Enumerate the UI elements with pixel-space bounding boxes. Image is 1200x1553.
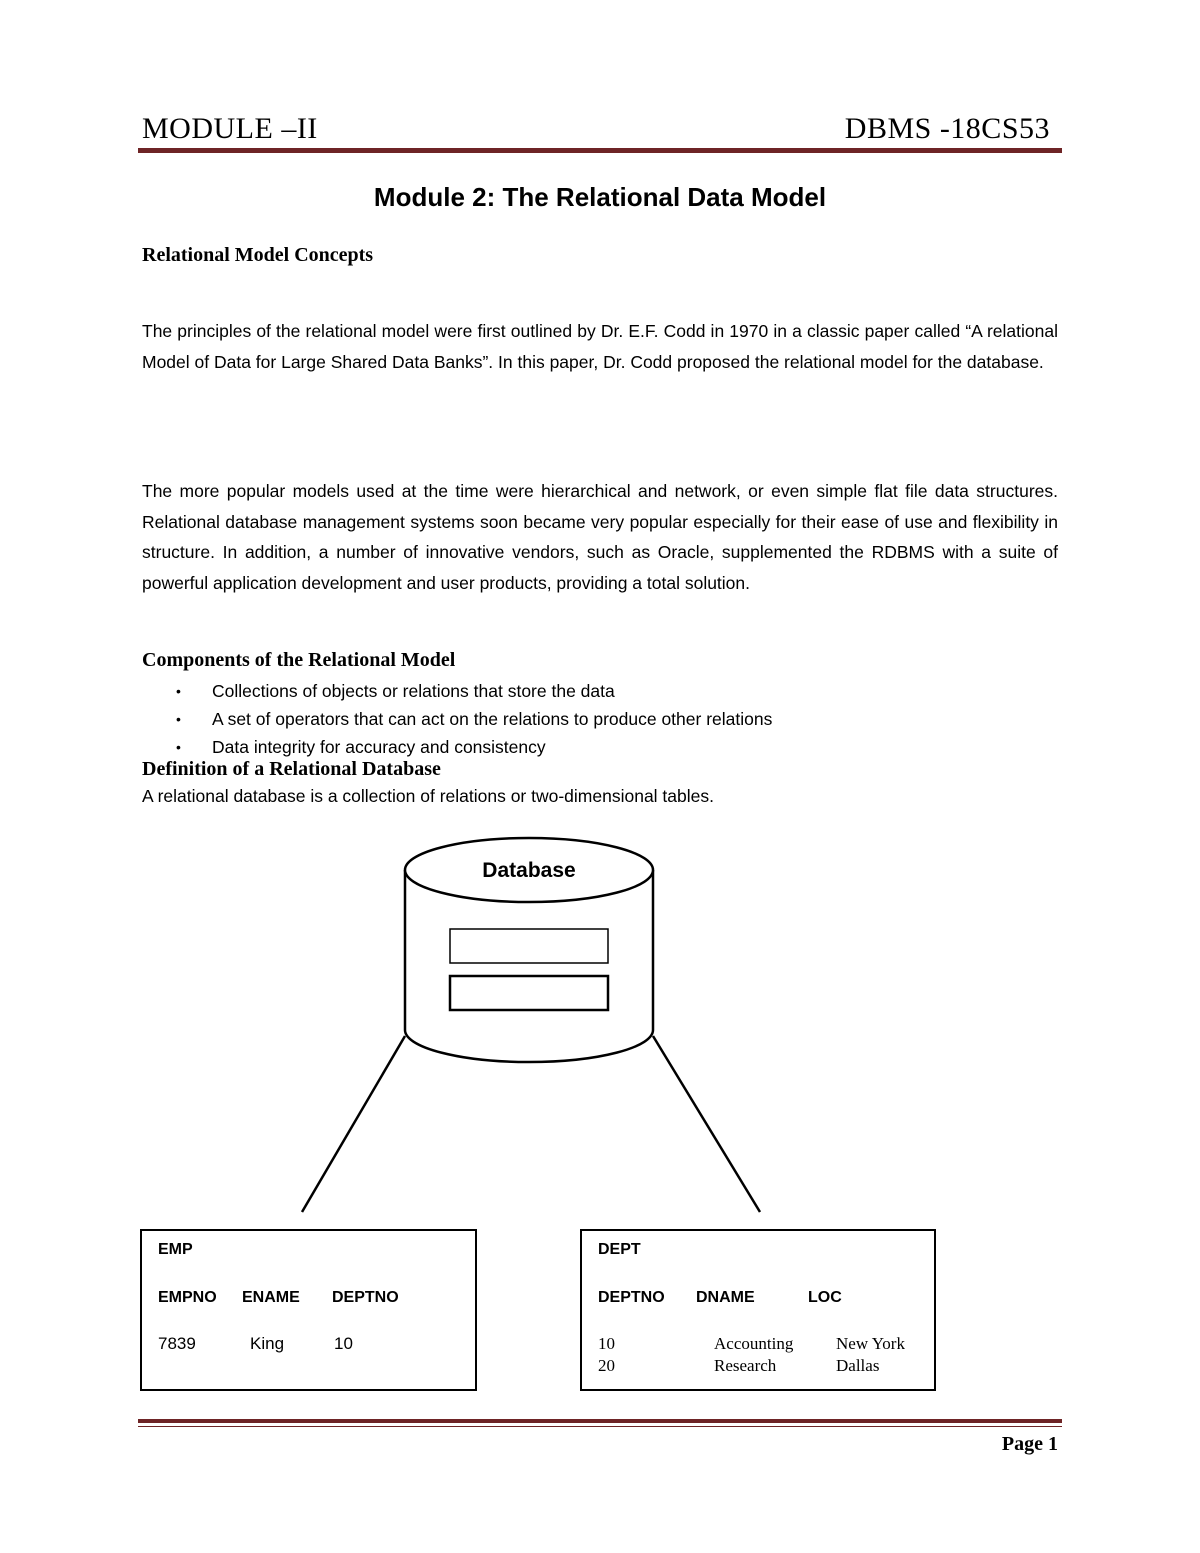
list-item: • Collections of objects or relations that store the data [172, 677, 772, 705]
dept-col-deptno: DEPTNO [598, 1289, 665, 1306]
emp-col-ename: ENAME [242, 1289, 300, 1306]
section-heading-components: Components of the Relational Model [142, 649, 456, 671]
list-item: • Data integrity for accuracy and consistency [172, 733, 772, 761]
database-label: Database [482, 859, 576, 882]
emp-col-deptno: DEPTNO [332, 1289, 399, 1306]
dept-cell-deptno-1: 10 [598, 1334, 615, 1353]
emp-col-empno: EMPNO [158, 1289, 217, 1306]
dept-table-name: DEPT [598, 1241, 641, 1258]
dept-table-box [580, 1229, 936, 1391]
definition-text: A relational database is a collection of relations or two-dimensional tables. [142, 786, 714, 806]
emp-table-name: EMP [158, 1241, 193, 1258]
dept-cell-loc-1: New York [836, 1334, 905, 1353]
paragraph-codd-text: The principles of the relational model were first outlined by Dr. E.F. Codd in 1970 in a classic paper called “A relational Model of Data for Large Shared Data Banks”. In this paper, Dr. Codd proposed the relational model for the database. [142, 321, 1058, 372]
dept-col-loc: LOC [808, 1289, 842, 1306]
list-item: • A set of operators that can act on the relations to produce other relations [172, 705, 772, 733]
table-slot-1 [450, 929, 608, 963]
connector-left [302, 1036, 405, 1212]
dept-col-dname: DNAME [696, 1289, 755, 1306]
dept-cell-loc-2: Dallas [836, 1356, 880, 1375]
emp-cell-empno: 7839 [158, 1334, 196, 1353]
dept-cell-dname-2: Research [714, 1356, 777, 1375]
table-slot-2 [450, 976, 608, 1010]
emp-cell-deptno: 10 [334, 1334, 353, 1353]
section-heading-concepts: Relational Model Concepts [142, 244, 374, 266]
footer-rule [138, 1419, 1062, 1423]
dept-cell-dname-1: Accounting [714, 1334, 794, 1353]
dept-cell-deptno-2: 20 [598, 1356, 615, 1375]
page-title: Module 2: The Relational Data Model [373, 182, 827, 212]
emp-cell-ename: King [250, 1334, 285, 1353]
paragraph-models-text: The more popular models used at the time were hierarchical and network, or even simple flat file data structures. Relational database management systems soon became very popular especially for their ease of use and flexibility in structure. In addition, a number of innovative vendors, such as Oracle, supplemented the RDBMS with a suite of powerful application development and user products, providing a total solution. [142, 481, 1058, 593]
emp-table-box [140, 1229, 477, 1391]
page-number: Page 1 [1001, 1433, 1058, 1455]
header-course-code: DBMS -18CS53 [844, 112, 1050, 145]
section-heading-definition: Definition of a Relational Database [142, 758, 441, 780]
footer-rule-thin [138, 1426, 1062, 1427]
connector-right [653, 1036, 760, 1212]
header-module: MODULE –II [142, 112, 318, 145]
